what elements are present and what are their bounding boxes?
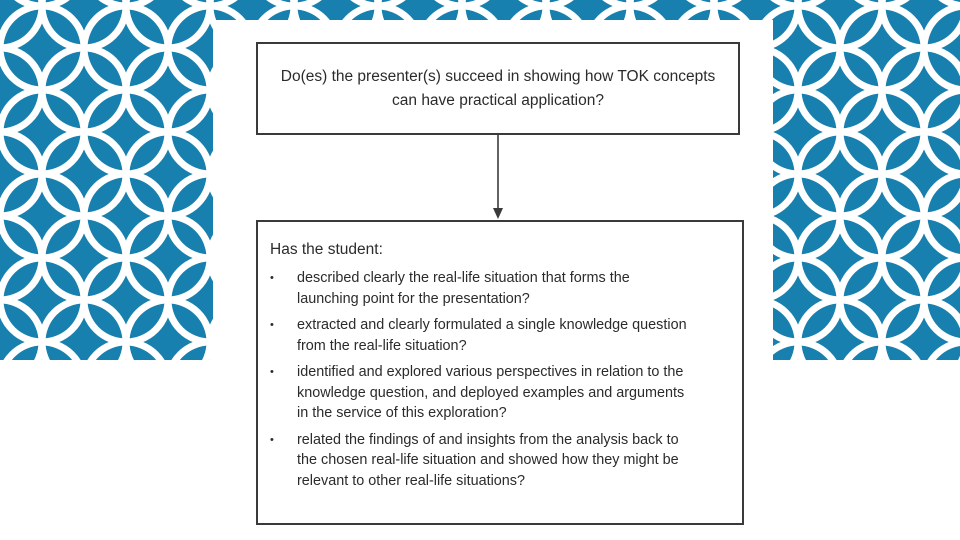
bullet-icon: •: [270, 366, 274, 378]
question-line-2: can have practical application?: [392, 91, 604, 109]
bullet-icon: •: [270, 272, 274, 284]
bullet-icon: •: [270, 319, 274, 331]
criteria-item-line: the chosen real-life situation and showed how they might be: [297, 452, 679, 468]
criteria-item: [270, 362, 730, 424]
criteria-list: [270, 268, 730, 491]
criteria-item-line: described clearly the real-life situation that forms the: [297, 270, 630, 286]
criteria-item-line: launching point for the presentation?: [297, 290, 530, 307]
criteria-item: [270, 268, 730, 309]
criteria-heading: Has the student:: [270, 241, 383, 258]
arrow-down-icon: [493, 208, 503, 219]
criteria-item-line: identified and explored various perspectives in relation to the: [297, 364, 684, 380]
question-line-1: Do(es) the presenter(s) succeed in showing how TOK concepts: [280, 67, 716, 85]
criteria-item-line: in the service of this exploration?: [297, 405, 507, 421]
bullet-icon: •: [270, 433, 274, 446]
criteria-item-line: from the real-life situation?: [297, 337, 467, 354]
criteria-item-line: relevant to other real-life situations?: [297, 472, 525, 489]
criteria-box: [256, 220, 744, 525]
flowchart-card: [213, 20, 773, 540]
criteria-item: [270, 315, 730, 356]
criteria-item-line: extracted and clearly formulated a single knowledge question: [297, 317, 687, 333]
criteria-item-line: related the findings of and insights from the analysis back to: [297, 431, 679, 448]
criteria-item-line: knowledge question, and deployed examples and arguments: [297, 384, 685, 401]
flow-connector: [213, 20, 773, 230]
criteria-item: [270, 430, 730, 492]
